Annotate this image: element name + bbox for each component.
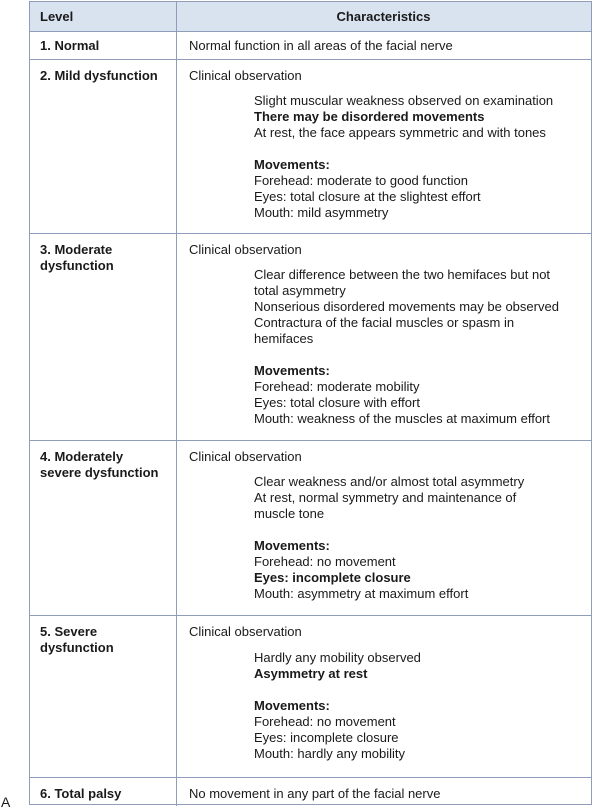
row-level: 6. Total palsy [40, 786, 122, 801]
movements-heading: Movements: [254, 157, 330, 172]
row-details [254, 474, 583, 602]
detail-line: hemifaces [254, 331, 314, 346]
table-row [30, 778, 591, 806]
row-level: 1. Normal [40, 38, 100, 53]
detail-line: Mouth: asymmetry at maximum effort [254, 586, 469, 601]
table-row [30, 616, 591, 778]
movements-heading: Movements: [254, 698, 330, 713]
detail-line: Hardly any mobility observed [254, 650, 421, 665]
detail-line: total asymmetry [254, 283, 346, 298]
row-level: 5. Severe dysfunction [40, 624, 114, 655]
detail-line: Forehead: no movement [254, 714, 396, 729]
header-characteristics: Characteristics [336, 9, 431, 24]
movements-heading: Movements: [254, 538, 330, 553]
table-row [30, 234, 591, 441]
detail-line: There may be disordered movements [254, 109, 485, 124]
row-summary: Normal function in all areas of the facial nerve [189, 38, 453, 53]
row-level: 4. Moderately severe dysfunction [40, 449, 159, 480]
row-details [254, 650, 583, 762]
detail-line: Mouth: weakness of the muscles at maximum effort [254, 411, 550, 426]
header-level: Level [40, 9, 74, 24]
detail-line: Forehead: no movement [254, 554, 396, 569]
table-header-row [30, 2, 591, 32]
observation-label: Clinical observation [189, 242, 302, 257]
panel-letter: A [1, 794, 11, 810]
detail-line: At rest, the face appears symmetric and with tones [254, 125, 546, 140]
detail-line: Nonserious disordered movements may be observed [254, 299, 559, 314]
detail-line: At rest, normal symmetry and maintenance of [254, 490, 517, 505]
row-level: 3. Moderate dysfunction [40, 242, 114, 273]
observation-label: Clinical observation [189, 68, 302, 83]
observation-label: Clinical observation [189, 624, 302, 639]
table-row [30, 32, 591, 60]
row-details [254, 93, 583, 221]
table-row [30, 60, 591, 234]
row-details [254, 267, 583, 427]
row-summary: No movement in any part of the facial nerve [189, 786, 441, 801]
observation-label: Clinical observation [189, 449, 302, 464]
detail-line: Mouth: mild asymmetry [254, 205, 389, 220]
row-level: 2. Mild dysfunction [40, 68, 158, 83]
detail-line: Eyes: total closure with effort [254, 395, 420, 410]
detail-line: Forehead: moderate to good function [254, 173, 468, 188]
detail-line: Eyes: incomplete closure [254, 570, 411, 585]
detail-line: Slight muscular weakness observed on examination [254, 93, 554, 108]
detail-line: Forehead: moderate mobility [254, 379, 420, 394]
detail-line: Eyes: total closure at the slightest effort [254, 189, 481, 204]
facial-nerve-grading-table [29, 1, 592, 805]
detail-line: Eyes: incomplete closure [254, 730, 399, 745]
movements-heading: Movements: [254, 363, 330, 378]
detail-line: Clear difference between the two hemifaces but not [254, 267, 551, 282]
detail-line: Asymmetry at rest [254, 666, 368, 681]
detail-line: Contractura of the facial muscles or spasm in [254, 315, 515, 330]
detail-line: muscle tone [254, 506, 325, 521]
detail-line: Mouth: hardly any mobility [254, 746, 406, 761]
detail-line: Clear weakness and/or almost total asymmetry [254, 474, 525, 489]
table-row [30, 441, 591, 616]
